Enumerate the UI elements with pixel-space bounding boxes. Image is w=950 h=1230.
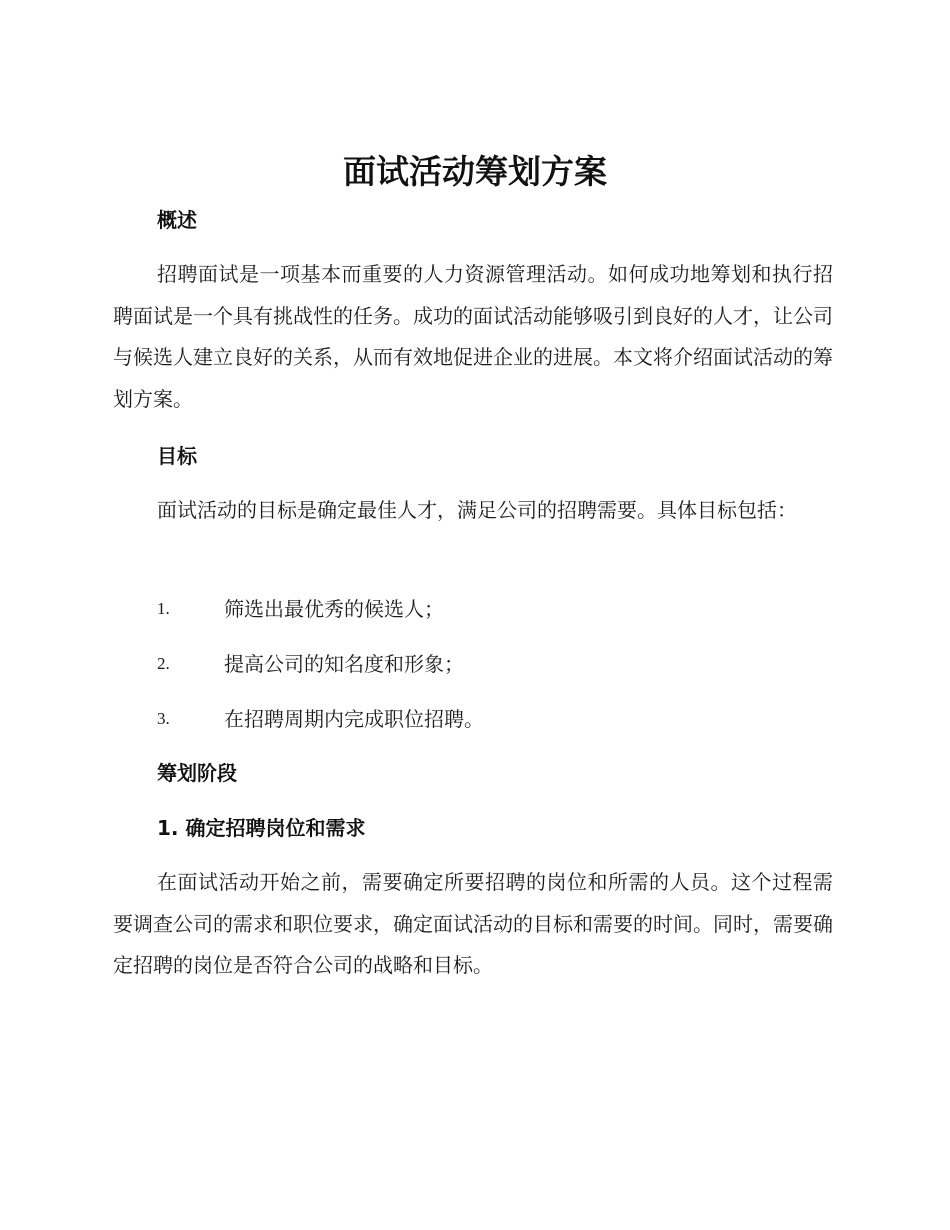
- list-item-text: 在招聘周期内完成职位招聘。: [224, 707, 484, 731]
- list-item: [157, 704, 837, 734]
- section-heading-goals: 目标: [157, 444, 197, 468]
- list-item-number: 1.: [157, 599, 170, 618]
- list-item-number: 3.: [157, 709, 170, 728]
- list-item: [157, 649, 837, 679]
- document-title: 面试活动筹划方案: [343, 152, 607, 191]
- list-item-text: 筛选出最优秀的候选人；: [224, 597, 444, 621]
- section-heading-planning: 筹划阶段: [157, 761, 237, 785]
- overview-paragraph: 招聘面试是一项基本而重要的人力资源管理活动。如何成功地筹划和执行招聘面试是一个具有挑战性的任务。成功的面试活动能够吸引到良好的人才，让公司与候选人建立良好的关系，从而有效地促进企业的进展。本文将介绍面试活动的筹划方案。: [113, 262, 833, 411]
- list-item-text: 提高公司的知名度和形象；: [224, 652, 464, 676]
- planning-paragraph: 在面试活动开始之前，需要确定所要招聘的岗位和所需的人员。这个过程需要调查公司的需求和职位要求，确定面试活动的目标和需要的时间。同时，需要确定招聘的岗位是否符合公司的战略和目标。: [113, 870, 833, 977]
- section-heading-overview: 概述: [157, 208, 197, 232]
- list-item: [157, 594, 837, 624]
- goals-paragraph: 面试活动的目标是确定最佳人才，满足公司的招聘需要。具体目标包括：: [157, 498, 797, 522]
- subsection-heading: 1. 确定招聘岗位和需求: [157, 816, 366, 840]
- list-item-number: 2.: [157, 654, 170, 673]
